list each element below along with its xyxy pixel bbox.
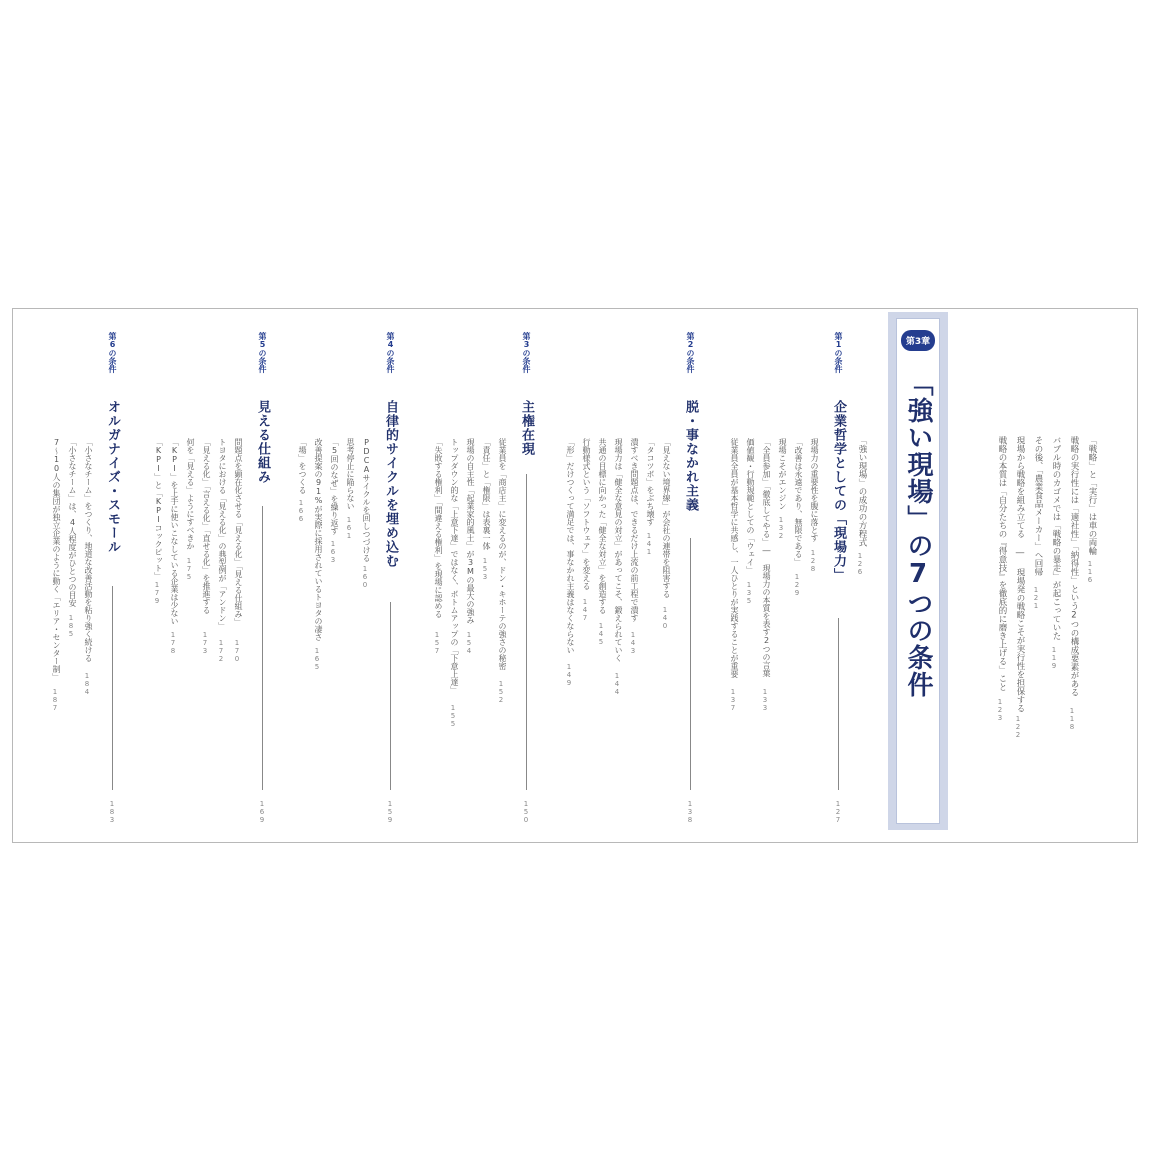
toc-item[interactable]: 従業員全員が基本哲学に共感し、一人ひとりが実践することが重要	[730, 438, 739, 678]
toc-item[interactable]: 「責任」と「権限」は表裏一体	[482, 438, 491, 550]
leader-line	[390, 602, 391, 790]
page-number: 143	[629, 630, 637, 655]
toc-item[interactable]: 従業員を「商店主」に変えるのが、ドン・キホーテの強さの秘密	[498, 438, 507, 670]
toc-item[interactable]: トップダウン的な「上意下達」ではなく、ボトムアップの「下意上達」	[450, 438, 459, 694]
page-number: 152	[497, 679, 505, 704]
page-number: 165	[313, 647, 321, 671]
condition-title[interactable]: 自律的サイクルを埋め込む	[383, 400, 398, 568]
toc-item[interactable]: その後、「農業食品メーカー」へ回帰	[1033, 436, 1043, 577]
page-number: 137	[729, 688, 737, 712]
page-number: 159	[386, 800, 394, 824]
toc-item[interactable]: 「全員参加」「徹底してやる」― 現場力の本質を表す2つの言葉	[762, 438, 771, 677]
page-number: 128	[809, 548, 817, 573]
toc-item[interactable]: 潰すべき問題点は、できるだけ上流の前工程で潰す	[630, 438, 639, 622]
page-number: 155	[449, 704, 457, 729]
toc-item[interactable]: 「5回のなぜ」を繰り返す	[330, 438, 339, 535]
page-number: 140	[661, 606, 669, 630]
toc-item[interactable]: 共通の目標に向かった「健全な対立」を創造する	[598, 438, 607, 614]
condition-title[interactable]: 企業哲学としての「現場力」	[831, 400, 846, 582]
chapter-title: 「強い現場」の7つの条件	[903, 370, 933, 698]
page-number: 122	[1014, 715, 1022, 740]
page-number: 160	[361, 565, 369, 589]
leader-line	[838, 618, 839, 790]
condition-title[interactable]: オルガナイズ・スモール	[105, 400, 120, 554]
toc-item[interactable]: 「改善は永遠であり、無限である」	[794, 438, 803, 566]
toc-item[interactable]: 「場」をつくる	[298, 438, 307, 494]
page-number: 179	[153, 581, 161, 606]
toc-item[interactable]: PDCAサイクルを回しつづける	[362, 438, 371, 562]
page-number: 154	[465, 630, 473, 655]
condition-label: 第6の条件	[108, 332, 117, 373]
toc-item[interactable]: 「KPI」を上手に使いこなしている企業は少ない	[170, 438, 179, 625]
page-number: 126	[856, 551, 864, 576]
page-number: 173	[201, 630, 209, 655]
toc-item[interactable]: 「小さなチーム」は、4人程度がひとつの目安	[68, 438, 77, 607]
toc-item[interactable]: 現場力は「健全な意見の対立」があってこそ、鍛えられていく	[614, 438, 623, 662]
leader-line	[262, 506, 263, 790]
condition-title[interactable]: 見える仕組み	[255, 400, 270, 484]
toc-item[interactable]: トヨタにおける「見える化」の典型例が「アンドン」	[218, 438, 227, 630]
condition-label: 第5の条件	[258, 332, 267, 373]
page-number: 149	[565, 663, 573, 688]
condition-label: 第2の条件	[686, 332, 695, 373]
leader-line	[112, 586, 113, 790]
toc-item[interactable]: 改善提案の91%が実際に採用されているトヨタの凄さ	[314, 438, 323, 641]
page-number: 163	[329, 540, 337, 565]
toc-item[interactable]: バブル時のカゴメでは「戦略の暴走」が起こっていた	[1051, 436, 1061, 640]
page-number: 144	[613, 671, 621, 696]
toc-item[interactable]: 現場こそがエンジン	[778, 438, 787, 510]
toc-item[interactable]: 「形」だけつくって満足では、事なかれ主義はなくならない	[566, 438, 575, 654]
page-number: 141	[645, 532, 653, 557]
toc-item[interactable]: 戦略の実行性には「適社性」「納得性」という2つの構成要素がある	[1069, 436, 1079, 697]
page-number: 169	[258, 800, 266, 824]
page-number: 132	[777, 515, 785, 540]
toc-item[interactable]: 「タコツボ」をぶち壊す	[646, 438, 655, 526]
toc-item[interactable]: 問題点を顕在化させる「見える化」「見える仕組み」	[234, 438, 243, 626]
leader-line	[526, 474, 527, 790]
toc-item[interactable]: 思考停止に陥らない	[346, 438, 355, 510]
toc-item[interactable]: 「強い現場」の成功の方程式	[857, 436, 867, 547]
chapter-badge	[896, 323, 940, 357]
toc-item[interactable]: 現場力の重要性を腹に落とす	[810, 438, 819, 542]
toc-item[interactable]: 現場の自主性「起業家的風土」が3Mの最大の強み	[466, 438, 475, 624]
page-number: 172	[217, 638, 225, 663]
page-number: 116	[1086, 560, 1094, 585]
page-number: 147	[581, 597, 589, 622]
toc-item[interactable]: 「見えない境界線」が会社の連帯を阻害する	[662, 438, 671, 598]
toc-item[interactable]: 価値観・行動規範としての「ウェイ」	[746, 438, 755, 574]
page-number: 129	[793, 573, 801, 598]
toc-item[interactable]: 7〜10人の集団が独立企業のように動く「エリア・センター制」	[52, 438, 61, 681]
page-number: 153	[481, 556, 489, 581]
toc-item[interactable]: 行動様式という「ソフトウェア」を変える	[582, 438, 591, 590]
toc-item[interactable]: 「KPI」と「KPIコックピット」	[154, 438, 163, 580]
toc-item[interactable]: 「小さなチーム」をつくり、地道な改善活動を粘り強く続ける	[84, 438, 93, 662]
page-number: 185	[67, 614, 75, 639]
condition-label: 第3の条件	[522, 332, 531, 373]
page-number: 166	[297, 499, 305, 524]
page-number: 175	[185, 556, 193, 581]
page-number: 150	[522, 800, 530, 824]
page-number: 183	[108, 800, 116, 824]
page-number: 170	[233, 638, 241, 663]
toc-item[interactable]: 「失敗する権利」「間違える権利」を現場に認める	[434, 438, 443, 618]
page-number: 119	[1050, 646, 1058, 671]
condition-title[interactable]: 主権在現	[519, 400, 534, 456]
toc-item[interactable]: 戦略の本質は「自分たちの『得意技』を徹底的に磨き上げる」こと	[997, 436, 1007, 691]
toc-item[interactable]: 「見える化」「言える化」「直せる化」を推進する	[202, 438, 211, 614]
page-number: 178	[169, 630, 177, 655]
page-number: 187	[51, 688, 59, 712]
chapter-badge-label: 第3章	[901, 330, 935, 351]
page-number: 138	[686, 800, 694, 824]
condition-title[interactable]: 脱・事なかれ主義	[683, 400, 698, 512]
toc-item[interactable]: 何を「見える」ようにすべきか	[186, 438, 195, 550]
page-number: 157	[433, 630, 441, 655]
page-number: 121	[1032, 586, 1040, 611]
page-number: 133	[761, 688, 769, 712]
condition-label: 第4の条件	[386, 332, 395, 373]
leader-line	[690, 538, 691, 790]
page-number: 184	[83, 671, 91, 696]
toc-item[interactable]: 現場から戦略を組み立てる ― 現場発の戦略こそが実行性を担保する	[1015, 436, 1025, 713]
page-number: 135	[745, 581, 753, 606]
page-number: 127	[834, 800, 842, 824]
page-number: 161	[345, 515, 353, 540]
toc-item[interactable]: 「戦略」と「実行」は車の両輪	[1087, 436, 1097, 555]
condition-label: 第1の条件	[834, 332, 843, 373]
page-number: 145	[597, 622, 605, 647]
page-number: 123	[996, 698, 1004, 722]
page-number: 118	[1068, 706, 1076, 731]
